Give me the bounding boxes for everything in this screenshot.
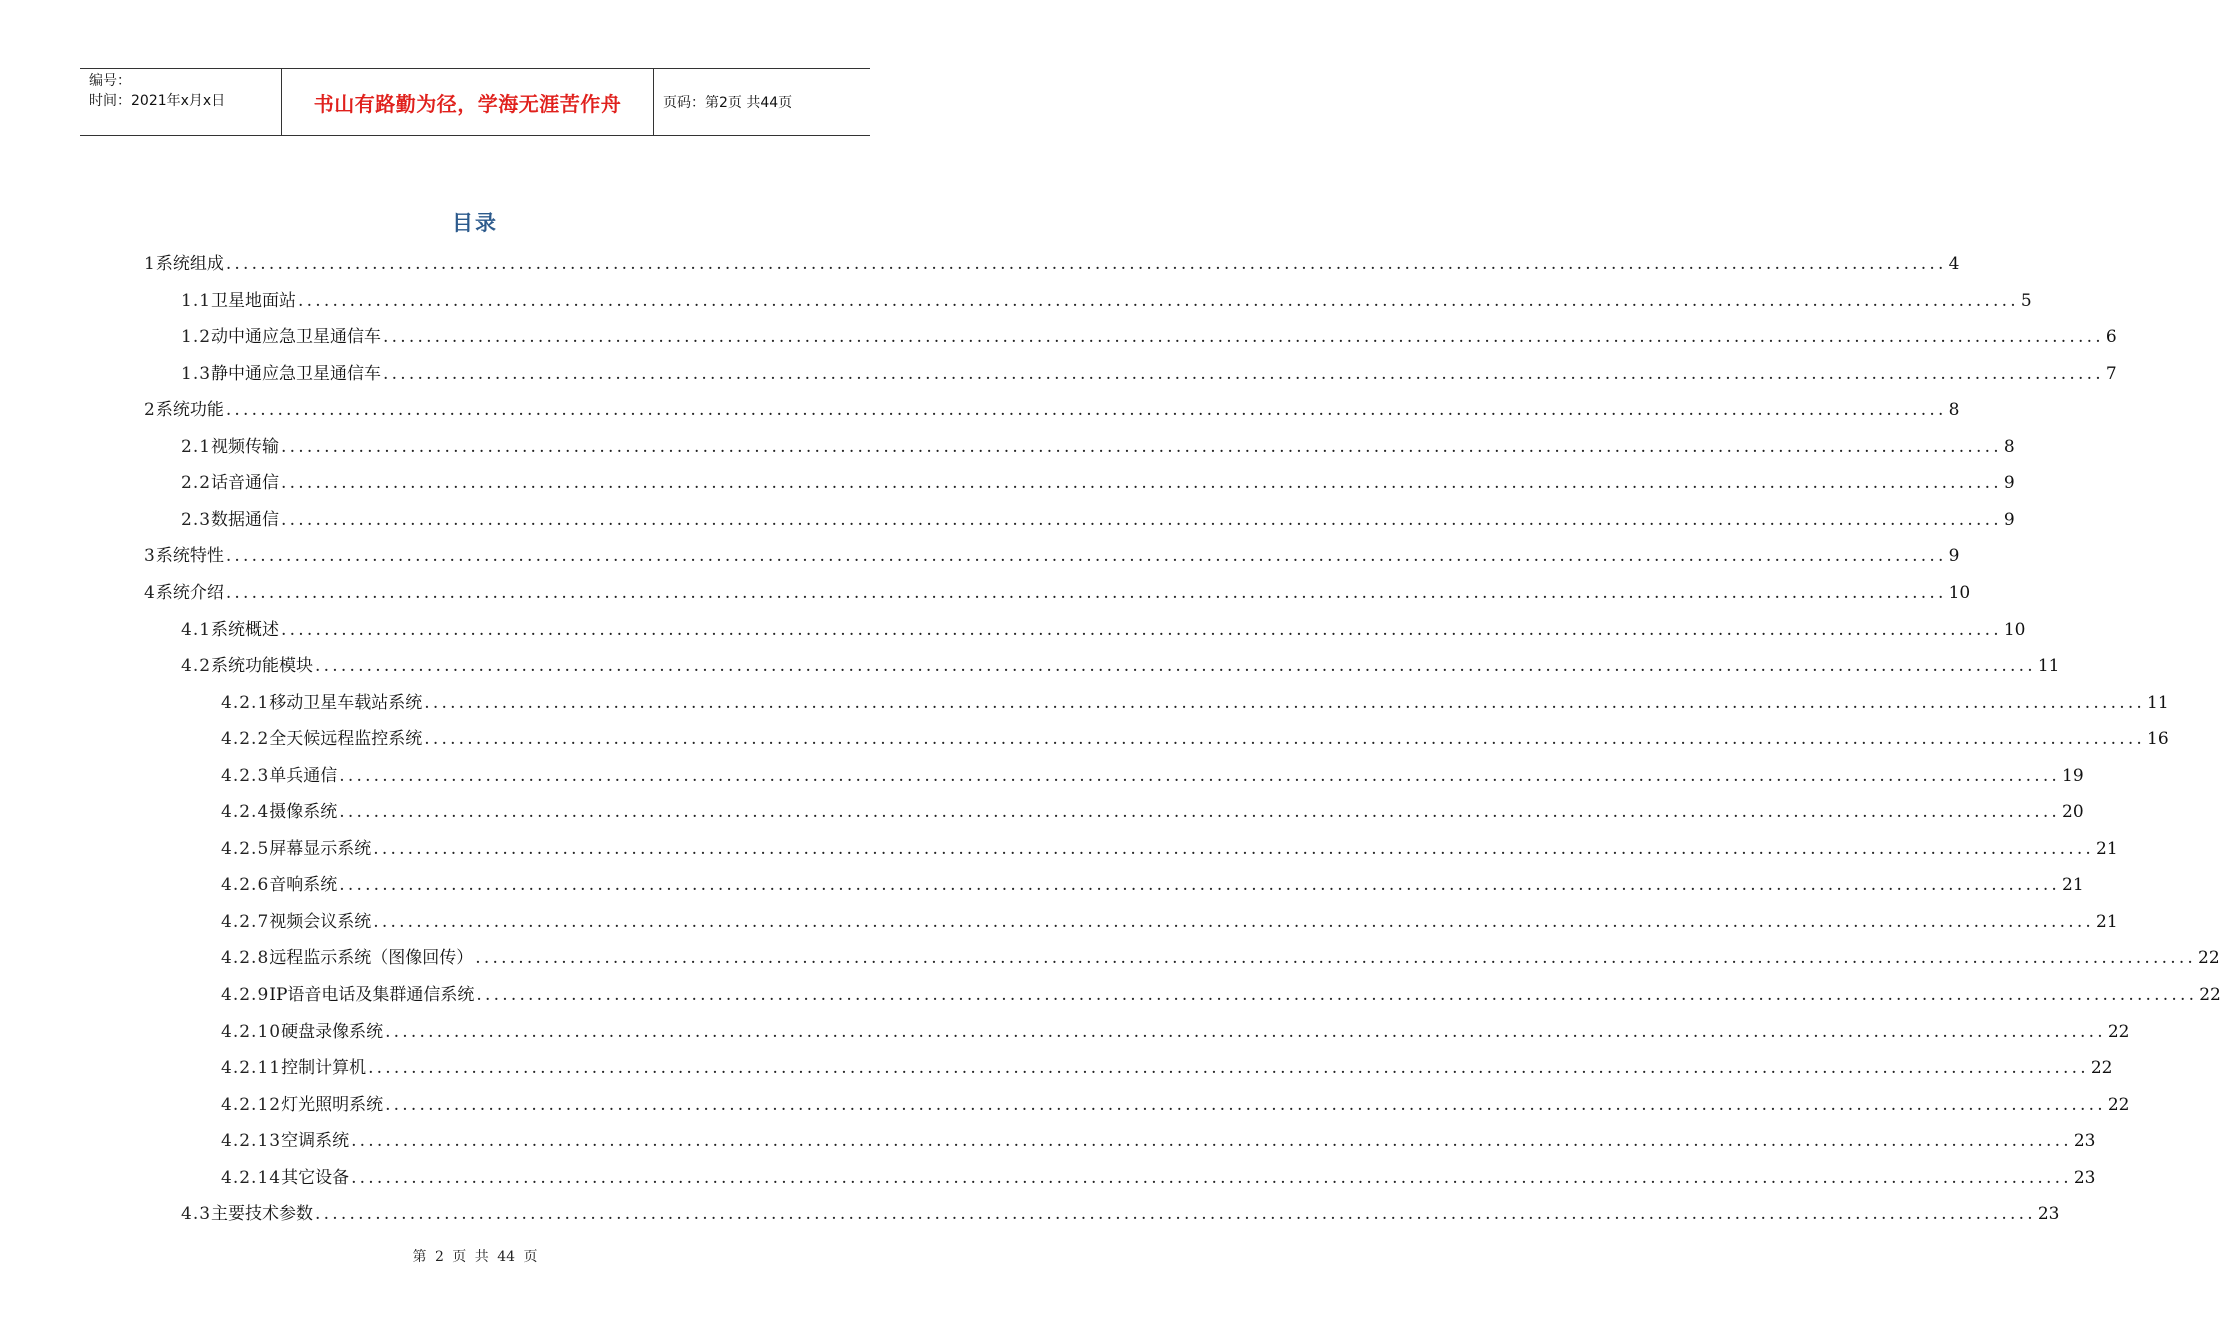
toc-entry-page: 22 — [2107, 1094, 2130, 1115]
toc-entry-title: 空调系统 — [281, 1131, 350, 1152]
toc-entry[interactable] — [221, 691, 2169, 715]
header-meta — [80, 69, 282, 135]
toc-entry-number: 2.2 — [181, 473, 212, 494]
toc-entry-page: 6 — [2105, 327, 2117, 348]
toc-entry[interactable] — [221, 1166, 2096, 1190]
toc-dot-leader: ........................................................................................................................................................................................................ — [339, 875, 2061, 896]
toc-dot-leader: ........................................................................................................................................................................................................ — [385, 1021, 2106, 1042]
toc-dot-leader: ........................................................................................................................................................................................................ — [281, 619, 2002, 640]
toc-entry-number: 4.2.14 — [221, 1167, 282, 1188]
toc-entry-title: 移动卫星车载站系统 — [269, 692, 423, 713]
toc-dot-leader: ........................................................................................................................................................................................................ — [383, 363, 2104, 384]
toc-entry-title: 视频会议系统 — [269, 911, 372, 932]
header-page-label: 页码：第2页 共44页 — [663, 95, 793, 111]
toc-entry-number: 4.2.4 — [221, 802, 270, 823]
toc-entry[interactable] — [221, 764, 2084, 788]
toc-entry-title: 系统功能模块 — [211, 656, 314, 677]
doc-time-label: 时间：2021年x月x日 — [89, 93, 226, 109]
toc-entry-page: 21 — [2096, 838, 2118, 859]
toc-entry-title: 屏幕显示系统 — [269, 838, 372, 859]
toc-title: 目录 — [452, 211, 498, 235]
toc-entry[interactable] — [221, 837, 2118, 861]
toc-dot-leader: ........................................................................................................................................................................................................ — [351, 1167, 2072, 1188]
toc-entry-page: 20 — [2062, 802, 2084, 823]
toc-entry[interactable] — [221, 1093, 2130, 1117]
toc-dot-leader: ........................................................................................................................................................................................................ — [339, 765, 2061, 786]
toc-dot-leader: ........................................................................................................................................................................................................ — [225, 546, 1947, 567]
toc-entry-page: 23 — [2073, 1167, 2096, 1188]
toc-entry[interactable] — [221, 946, 2220, 970]
toc-entry-number: 2.3 — [181, 509, 212, 530]
toc-entry-title: IP语音电话及集群通信系统 — [269, 985, 475, 1005]
toc-entry[interactable] — [144, 252, 1960, 276]
toc-entry-number: 4.2.7 — [221, 911, 270, 932]
toc-dot-leader: ........................................................................................................................................................................................................ — [424, 729, 2146, 750]
toc-entry-page: 22 — [2090, 1058, 2113, 1079]
toc-dot-leader: ........................................................................................................................................................................................................ — [476, 985, 2198, 1005]
toc-entry-number: 1 — [144, 254, 156, 274]
toc-entry-number: 1.3 — [181, 363, 212, 384]
toc-entry-title: 其它设备 — [281, 1167, 350, 1188]
toc-entry-title: 动中通应急卫星通信车 — [211, 327, 382, 348]
toc-entry-page: 23 — [2073, 1131, 2096, 1152]
toc-entry-page: 5 — [2020, 290, 2032, 311]
toc-entry-title: 系统功能 — [155, 400, 224, 421]
toc-dot-leader: ........................................................................................................................................................................................................ — [373, 838, 2095, 859]
toc-entry[interactable] — [221, 1020, 2130, 1044]
toc-entry[interactable] — [221, 910, 2118, 934]
toc-entry[interactable] — [181, 362, 2117, 386]
toc-entry-page: 8 — [2003, 436, 2015, 457]
toc-entry-page: 9 — [2003, 473, 2015, 494]
toc-dot-leader: ........................................................................................................................................................................................................ — [368, 1058, 2089, 1079]
toc-entry-number: 4 — [144, 582, 156, 603]
toc-entry[interactable] — [181, 471, 2015, 495]
toc-entry[interactable] — [221, 727, 2169, 751]
toc-dot-leader: ........................................................................................................................................................................................................ — [315, 656, 2036, 677]
toc-entry-page: 8 — [1948, 400, 1960, 421]
toc-dot-leader: ........................................................................................................................................................................................................ — [475, 948, 2197, 969]
toc-entry[interactable] — [144, 581, 1971, 605]
toc-entry-number: 4.2.3 — [221, 765, 270, 786]
toc-entry-page: 4 — [1948, 254, 1960, 274]
toc-entry-page: 10 — [1948, 582, 1971, 603]
toc-entry[interactable] — [144, 398, 1960, 422]
toc-entry-number: 4.2.12 — [221, 1094, 282, 1115]
toc-entry-number: 4.2.8 — [221, 948, 270, 969]
toc-entry-page: 21 — [2062, 875, 2084, 896]
toc-dot-leader: ........................................................................................................................................................................................................ — [383, 327, 2104, 348]
toc-entry-title: 视频传输 — [211, 436, 280, 457]
toc-dot-leader: ........................................................................................................................................................................................................ — [298, 290, 2019, 311]
toc-entry-title: 单兵通信 — [269, 765, 338, 786]
doc-number-label: 编号： — [89, 73, 131, 89]
toc-entry-number: 1.2 — [181, 327, 212, 348]
toc-entry[interactable] — [181, 435, 2015, 459]
header-motto: 书山有路勤为径，学海无涯苦作舟 — [282, 69, 654, 135]
toc-entry[interactable] — [221, 1056, 2113, 1080]
toc-entry[interactable] — [221, 800, 2084, 824]
toc-entry-title: 系统特性 — [155, 546, 224, 567]
toc-entry-number: 4.2.1 — [221, 692, 270, 713]
toc-entry[interactable] — [181, 325, 2117, 349]
toc-dot-leader: ........................................................................................................................................................................................................ — [385, 1094, 2106, 1115]
toc-entry[interactable] — [181, 289, 2032, 313]
toc-entry-number: 2 — [144, 400, 156, 421]
toc-dot-leader: ........................................................................................................................................................................................................ — [225, 400, 1947, 421]
toc-entry-page: 22 — [2198, 948, 2220, 969]
toc-entry-title: 话音通信 — [211, 473, 280, 494]
toc-entry[interactable] — [181, 618, 2026, 642]
toc-entry-number: 1.1 — [181, 290, 212, 311]
toc-entry-title: 摄像系统 — [269, 802, 338, 823]
toc-entry[interactable] — [144, 544, 1960, 568]
toc-entry[interactable] — [181, 654, 2060, 678]
toc-entry-page: 10 — [2003, 619, 2026, 640]
toc-entry-title: 数据通信 — [211, 509, 280, 530]
toc-entry-title: 系统介绍 — [155, 582, 224, 603]
toc-entry[interactable] — [221, 1129, 2096, 1153]
toc-dot-leader: ........................................................................................................................................................................................................ — [315, 1204, 2036, 1225]
toc-entry-title: 控制计算机 — [281, 1058, 367, 1079]
toc-entry-title: 静中通应急卫星通信车 — [211, 363, 382, 384]
toc-dot-leader: ........................................................................................................................................................................................................ — [281, 509, 2002, 530]
toc-dot-leader: ........................................................................................................................................................................................................ — [225, 254, 1947, 274]
toc-entry-page: 9 — [2003, 509, 2015, 530]
toc-entry-number: 4.1 — [181, 619, 212, 640]
page-footer: 第 2 页 共 44 页 — [412, 1249, 538, 1265]
toc-dot-leader: ........................................................................................................................................................................................................ — [281, 436, 2002, 457]
toc-entry[interactable] — [181, 1202, 2060, 1226]
toc-entry-number: 4.2.6 — [221, 875, 270, 896]
toc-entry-page: 7 — [2105, 363, 2117, 384]
toc-entry-number: 3 — [144, 546, 156, 567]
toc-entry-number: 4.2.5 — [221, 838, 270, 859]
toc-dot-leader: ........................................................................................................................................................................................................ — [281, 473, 2002, 494]
toc-entry-title: 卫星地面站 — [211, 290, 297, 311]
toc-dot-leader: ........................................................................................................................................................................................................ — [424, 692, 2146, 713]
toc-entry[interactable] — [181, 508, 2015, 532]
toc-entry-page: 23 — [2037, 1204, 2060, 1225]
toc-entry-page: 22 — [2107, 1021, 2130, 1042]
toc-entry[interactable] — [221, 873, 2084, 897]
toc-entry-title: 硬盘录像系统 — [281, 1021, 384, 1042]
toc-entry-title: 灯光照明系统 — [281, 1094, 384, 1115]
toc-entry-page: 9 — [1948, 546, 1960, 567]
toc-dot-leader: ........................................................................................................................................................................................................ — [373, 911, 2095, 932]
toc-entry-page: 11 — [2037, 656, 2060, 677]
toc-dot-leader: ........................................................................................................................................................................................................ — [225, 582, 1947, 603]
toc-entry-number: 4.2.2 — [221, 729, 270, 750]
toc-entry-title: 系统组成 — [155, 254, 224, 274]
toc-dot-leader: ........................................................................................................................................................................................................ — [351, 1131, 2072, 1152]
toc-entry-number: 4.2 — [181, 656, 212, 677]
toc-entry-page: 22 — [2199, 985, 2221, 1005]
toc-entry-page: 11 — [2147, 692, 2169, 713]
toc-entry-number: 4.2.10 — [221, 1021, 282, 1042]
toc-entry[interactable] — [221, 983, 2221, 1007]
toc-entry-title: 主要技术参数 — [211, 1204, 314, 1225]
toc-entry-title: 系统概述 — [211, 619, 280, 640]
toc-entry-title: 全天候远程监控系统 — [269, 729, 423, 750]
toc-entry-number: 4.2.9 — [221, 985, 270, 1005]
page-header — [80, 68, 870, 136]
toc-entry-page: 21 — [2096, 911, 2118, 932]
toc-entry-title: 音响系统 — [269, 875, 338, 896]
toc-entry-number: 4.2.13 — [221, 1131, 282, 1152]
toc-entry-page: 16 — [2147, 729, 2169, 750]
toc-entry-number: 2.1 — [181, 436, 212, 457]
toc-entry-page: 19 — [2062, 765, 2084, 786]
toc-entry-number: 4.2.11 — [221, 1058, 282, 1079]
toc-entry-number: 4.3 — [181, 1204, 212, 1225]
toc-entry-title: 远程监示系统（图像回传） — [269, 948, 474, 969]
toc-dot-leader: ........................................................................................................................................................................................................ — [339, 802, 2061, 823]
